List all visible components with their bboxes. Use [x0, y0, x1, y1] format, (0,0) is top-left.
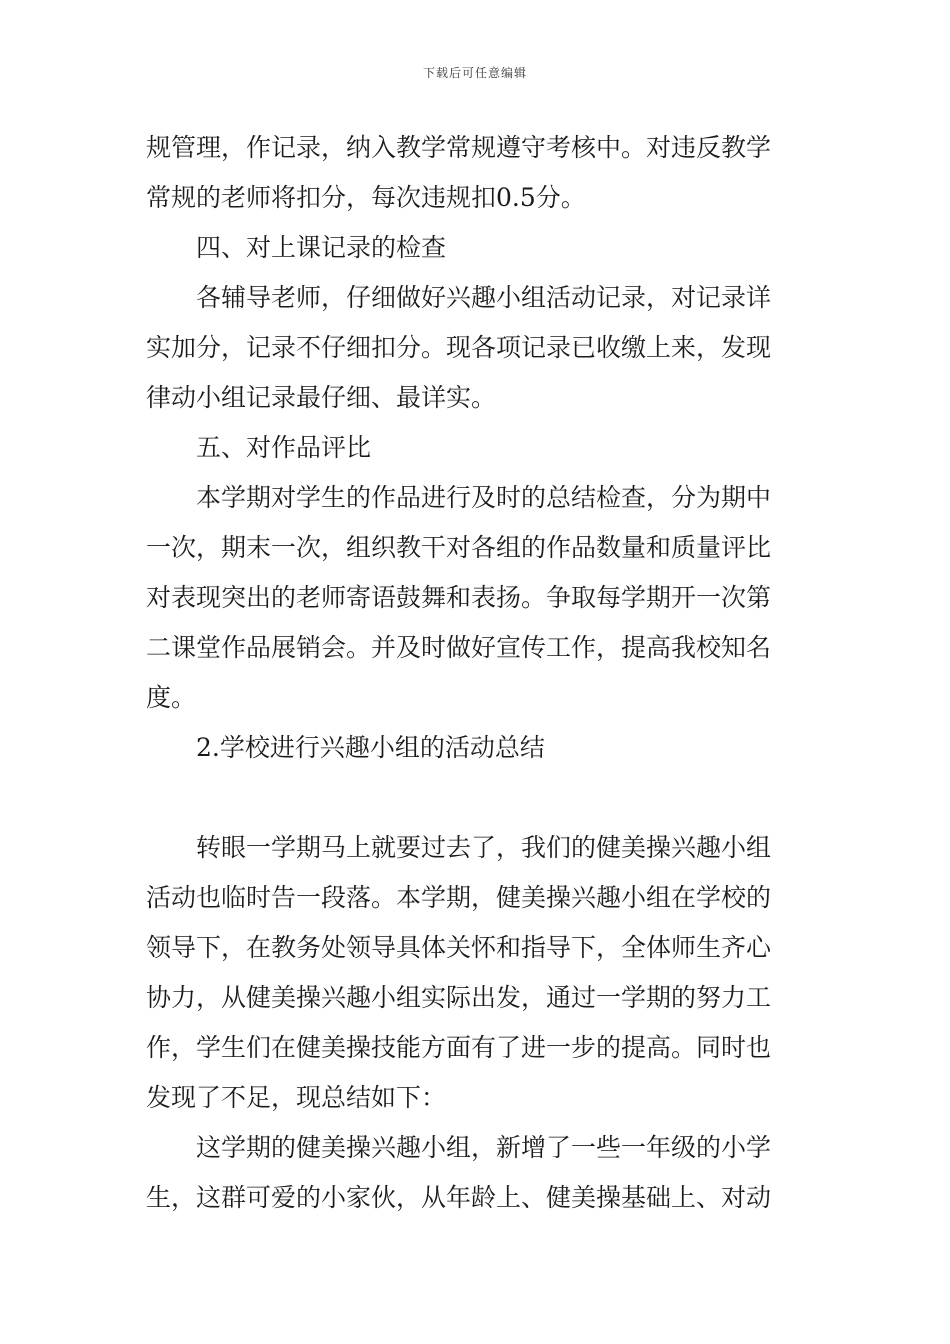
section-heading: 2.学校进行兴趣小组的活动总结 [196, 733, 545, 762]
paragraph-start: 各辅导老师，仔细做好兴趣小组活动记录，对记录详 [196, 283, 772, 312]
text-line: 律动小组记录最仔细、最详实。 [146, 383, 497, 412]
text-line: 二课堂作品展销会。并及时做好宣传工作，提高我校知名 [146, 633, 772, 662]
text-line: 常规的老师将扣分，每次违规扣0.5分。 [146, 183, 586, 212]
text-line: 实加分，记录不仔细扣分。现各项记录已收缴上来，发现 [146, 333, 772, 362]
section-heading: 四、对上课记录的检查 [196, 233, 447, 262]
page-header-note: 下载后可任意编辑 [422, 66, 527, 80]
text-line: 度。 [146, 683, 197, 712]
text-line: 协力，从健美操兴趣小组实际出发，通过一学期的努力工 [146, 983, 772, 1012]
paragraph-start: 转眼一学期马上就要过去了，我们的健美操兴趣小组 [196, 833, 772, 862]
text-line: 规管理，作记录，纳入教学常规遵守考核中。对违反教学 [146, 133, 772, 162]
text-line: 作，学生们在健美操技能方面有了进一步的提高。同时也 [146, 1033, 772, 1062]
text-line: 一次，期末一次，组织教干对各组的作品数量和质量评比 [146, 533, 772, 562]
blank-line [146, 773, 810, 823]
paragraph-start: 本学期对学生的作品进行及时的总结检查，分为期中 [196, 483, 772, 512]
text-line: 生，这群可爱的小家伙，从年龄上、健美操基础上、对动 [146, 1183, 772, 1212]
document-body [146, 123, 810, 1223]
paragraph-start: 这学期的健美操兴趣小组，新增了一些一年级的小学 [196, 1133, 772, 1162]
section-heading: 五、对作品评比 [196, 433, 372, 462]
text-line: 发现了不足，现总结如下： [146, 1083, 447, 1112]
text-line: 活动也临时告一段落。本学期，健美操兴趣小组在学校的 [146, 883, 772, 912]
text-line: 领导下，在教务处领导具体关怀和指导下，全体师生齐心 [146, 933, 772, 962]
text-line: 对表现突出的老师寄语鼓舞和表扬。争取每学期开一次第 [146, 583, 772, 612]
